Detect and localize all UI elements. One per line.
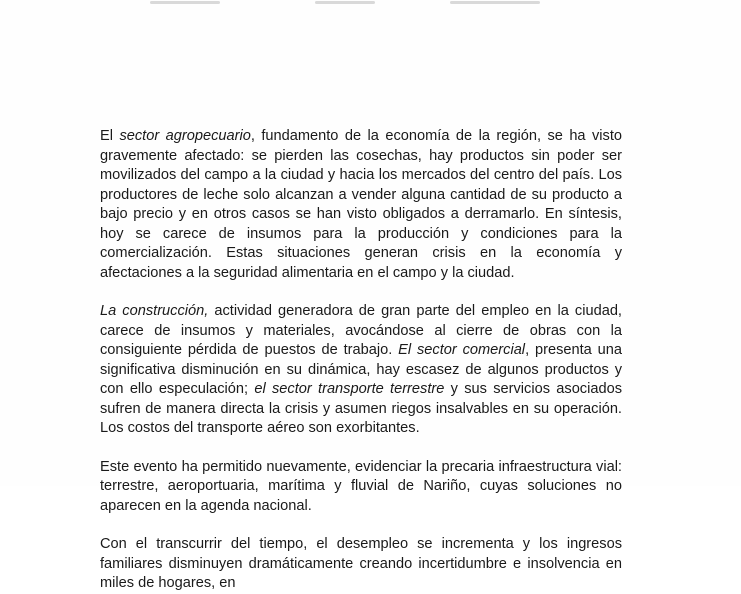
text-run: Este evento ha permitido nuevamente, evidenciar la precaria infraestructura vial: terrestre, aeroportuaria, marítima y fluvial de Nariño, cuyas soluciones no aparecen en la agenda nacional. (100, 458, 622, 514)
text-run: El (100, 128, 120, 144)
scan-artifact (150, 0, 590, 6)
paragraph-infraestructura (100, 458, 622, 517)
emphasis-sector-agropecuario: sector agropecuario (119, 128, 251, 144)
paragraph-construccion (100, 302, 622, 439)
paragraph-agropecuario (100, 127, 622, 283)
document-body (100, 127, 622, 594)
text-run: Con el transcurrir del tiempo, el desempleo se incrementa y los ingresos familiares disminuyen dramáticamente creando incertidumbre e insolvencia en miles de hogares, en (100, 536, 622, 591)
emphasis-la-construccion: La construcción, (100, 303, 209, 319)
emphasis-sector-transporte: el sector transporte terrestre (254, 381, 445, 397)
text-run: y sus servicios asociados sufren de manera directa la crisis y asumen riegos insalvables en su operación. Los costos del transporte aéreo son exorbitantes. (100, 381, 622, 436)
emphasis-sector-comercial: El sector comercial (398, 342, 526, 358)
text-run: , fundamento de la economía de la región, se ha visto gravemente afectado: se pierden las cosechas, hay productos sin poder ser movilizados del campo a la ciudad y hacia los mercados del centro del país. Los productores de leche solo alcanzan a vender alguna cantidad de su producto a bajo precio y en otros casos se han visto obligados a derramarlo. En síntesis, hoy se carece de insumos para la producción y condiciones para la comercialización. Estas situaciones generan crisis en la economía y afectaciones a la seguridad alimentaria en el campo y la ciudad. (100, 128, 623, 281)
text-run: , presenta una significativa disminución en su dinámica, hay escasez de algunos productos y con ello especulación; (100, 342, 623, 397)
paragraph-desempleo (100, 535, 622, 594)
text-run: actividad generadora de gran parte del empleo en la ciudad, carece de insumos y materiales, avocándose al cierre de obras con la consiguiente pérdida de puestos de trabajo. (100, 303, 622, 358)
